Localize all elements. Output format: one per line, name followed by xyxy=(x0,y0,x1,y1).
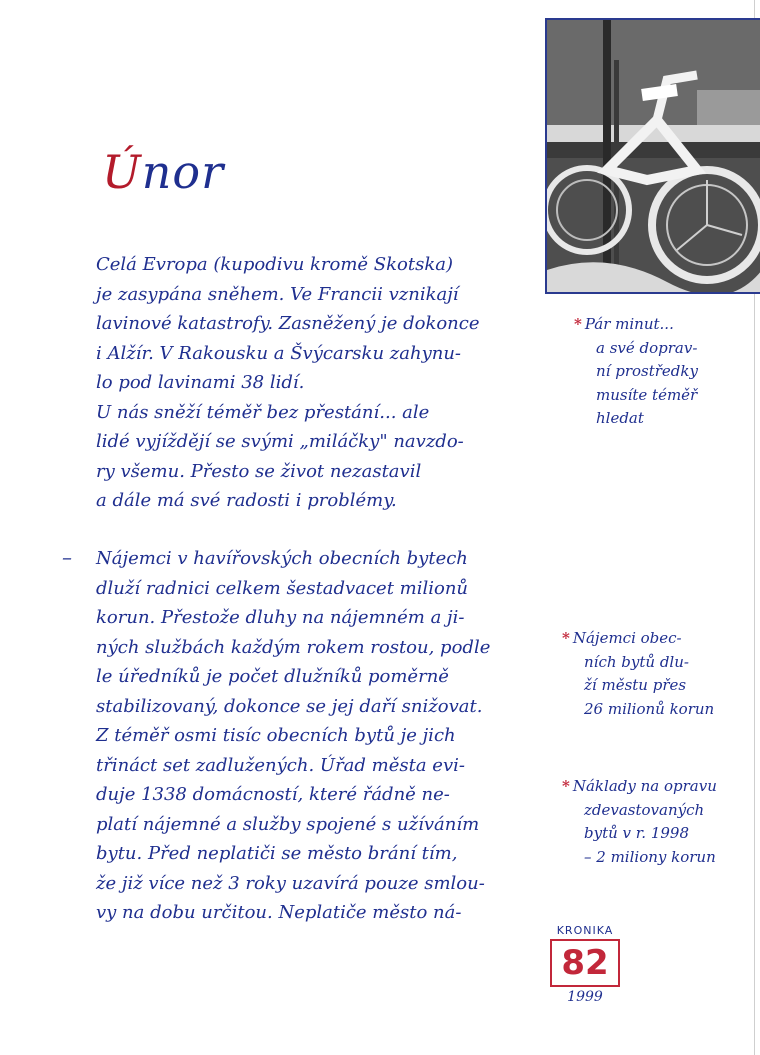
note-line: Náklady na opravu xyxy=(572,777,717,795)
note-line: Pár minut... xyxy=(584,315,674,333)
note-line: ží městu přes xyxy=(584,676,687,694)
text-line: Z téměř osmi tisíc obecních bytů je jich xyxy=(96,725,456,746)
note-line: a své doprav- xyxy=(596,338,698,357)
title-initial: Ú xyxy=(102,145,142,199)
note-line: bytů v r. 1998 xyxy=(584,824,690,842)
note-line: – 2 miliony korun xyxy=(584,847,716,866)
side-note-repairs xyxy=(562,775,717,869)
paragraph-dash: – xyxy=(62,545,72,569)
note-line: zdevastovaných xyxy=(584,800,705,819)
text-line: vy na dobu určitou. Neplatiče město ná- xyxy=(96,902,462,923)
text-line: Celá Evropa (kupodivu kromě Skotska) xyxy=(96,254,454,275)
text-line: Nájemci v havířovských obecních bytech xyxy=(96,548,468,569)
text-line: U nás sněží téměř bez přestání... ale xyxy=(96,401,430,423)
text-line: že již více než 3 roky uzavírá pouze smlou- xyxy=(96,872,485,894)
text-line: a dále má své radosti i problémy. xyxy=(96,490,397,511)
text-line: korun. Přestože dluhy na nájemném a ji- xyxy=(96,607,465,628)
snowy-bicycles-image xyxy=(547,20,760,292)
text-line: ry všemu. Přesto se život nezastavil xyxy=(96,460,422,482)
note-line: musíte téměř xyxy=(596,385,698,404)
note-line: ních bytů dlu- xyxy=(584,652,689,671)
note-line: hledat xyxy=(596,409,644,427)
text-line: lidé vyjíždějí se svými „miláčky" navzdo- xyxy=(96,431,464,452)
asterisk-marker: * xyxy=(574,315,582,333)
text-line: je zasypána sněhem. Ve Francii vznikají xyxy=(96,283,459,305)
stamp-label: KRONIKA xyxy=(556,924,614,937)
text-line: lo pod lavinami 38 lidí. xyxy=(96,372,305,393)
text-line: duje 1338 domácností, které řádně ne- xyxy=(96,784,450,805)
text-line: i Alžír. V Rakousku a Švýcarsku zahynu- xyxy=(96,342,462,364)
stamp-year: 1999 xyxy=(567,989,603,1005)
text-line: třináct set zadlužených. Úřad města evi- xyxy=(96,754,465,776)
paragraph-tenants xyxy=(96,544,490,928)
text-line: le úředníků je počet dlužníků poměrně xyxy=(96,666,449,687)
note-line: Nájemci obec- xyxy=(572,629,682,647)
page-title xyxy=(102,145,224,199)
title-rest: nor xyxy=(141,145,225,199)
text-line: stabilizovaný, dokonce se jej daří snižovat. xyxy=(96,695,483,717)
text-line: dluží radnici celkem šestadvacet milionů xyxy=(96,577,469,599)
chronicle-stamp xyxy=(550,924,620,1005)
asterisk-marker: * xyxy=(562,629,570,647)
note-line: 26 milionů korun xyxy=(584,699,715,718)
note-line: ní prostředky xyxy=(596,362,698,380)
text-line: platí nájemné a služby spojené s užíváním xyxy=(96,813,480,835)
side-note-transport xyxy=(574,313,698,431)
text-line: ných službách každým rokem rostou, podle xyxy=(96,636,491,658)
text-line: bytu. Před neplatiči se město brání tím, xyxy=(96,843,458,864)
text-line: lavinové katastrofy. Zasněžený je dokonce xyxy=(96,313,480,334)
paragraph-weather xyxy=(96,250,480,516)
photo-snowy-bicycles xyxy=(545,18,760,294)
side-note-debt xyxy=(562,627,714,721)
asterisk-marker: * xyxy=(562,777,570,795)
page-number: 82 xyxy=(550,939,620,987)
